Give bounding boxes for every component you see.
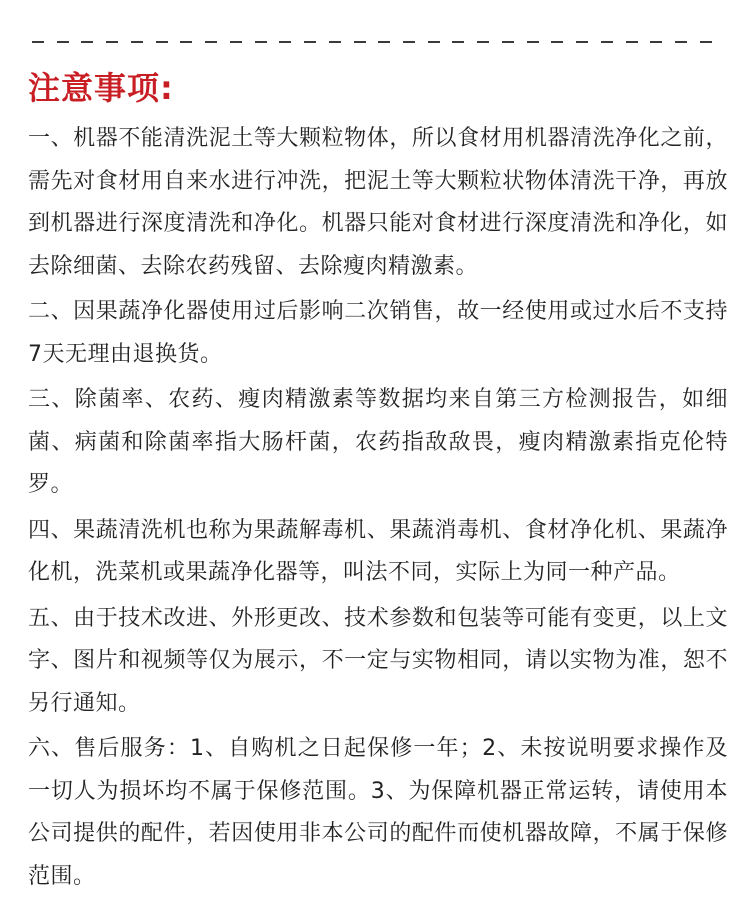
dashed-divider [32,32,712,52]
dash-segment [81,41,93,43]
dash-segment [57,41,69,43]
dash-segment [180,41,192,43]
dash-segment [329,41,341,43]
dash-segment [626,41,638,43]
dash-segment [576,41,588,43]
dash-segment [477,41,489,43]
dash-segment [378,41,390,43]
dash-segment [601,41,613,43]
dash-segment [230,41,242,43]
dash-segment [551,41,563,43]
dash-segment [279,41,291,43]
notice-item-5: 五、由于技术改进、外形更改、技术参数和包装等可能有变更，以上文字、图片和视频等仅为展示，不一定与实物相同，请以实物为准，恕不另行通知。 [28,605,728,716]
notice-item-6: 六、售后服务：1、自购机之日起保修一年；2、未按说明要求操作及一切人为损坏均不属于保修范围。3、为保障机器正常运转，请使用本公司提供的配件，若因使用非本公司的配件而使机器故障，不属于保修范围。 [28,736,728,889]
notice-item-2: 二、因果蔬净化器使用过后影响二次销售，故一经使用或过水后不支持7天无理由退换货。 [28,299,728,367]
dash-segment [106,41,118,43]
dash-segment [527,41,539,43]
notice-item-4: 四、果蔬清洗机也称为果蔬解毒机、果蔬消毒机、食材净化机、果蔬净化机，洗菜机或果蔬净化器等，叫法不同，实际上为同一种产品。 [28,517,728,585]
dash-segment [452,41,464,43]
notice-list [28,118,728,901]
dash-segment [304,41,316,43]
dash-segment [675,41,687,43]
dash-segment [255,41,267,43]
dash-segment [32,41,44,43]
dash-segment [700,41,712,43]
dash-segment [650,41,662,43]
dash-segment [403,41,415,43]
notice-item-3: 三、除菌率、农药、瘦肉精激素等数据均来自第三方检测报告，如细菌、病菌和除菌率指大肠杆菌，农药指敌敌畏，瘦肉精激素指克伦特罗。 [28,387,728,497]
dash-segment [502,41,514,43]
dash-segment [156,41,168,43]
section-title: 注意事项: [28,69,174,107]
dash-segment [205,41,217,43]
dash-segment [131,41,143,43]
dash-segment [428,41,440,43]
notice-item-1: 一、机器不能清洗泥土等大颗粒物体，所以食材用机器清洗净化之前，需先对食材用自来水进行冲洗，把泥土等大颗粒状物体清洗干净，再放到机器进行深度清洗和净化。机器只能对食材进行深度清洗和净化，如去除细菌、去除农药残留、去除瘦肉精激素。 [28,126,728,279]
dash-segment [354,41,366,43]
